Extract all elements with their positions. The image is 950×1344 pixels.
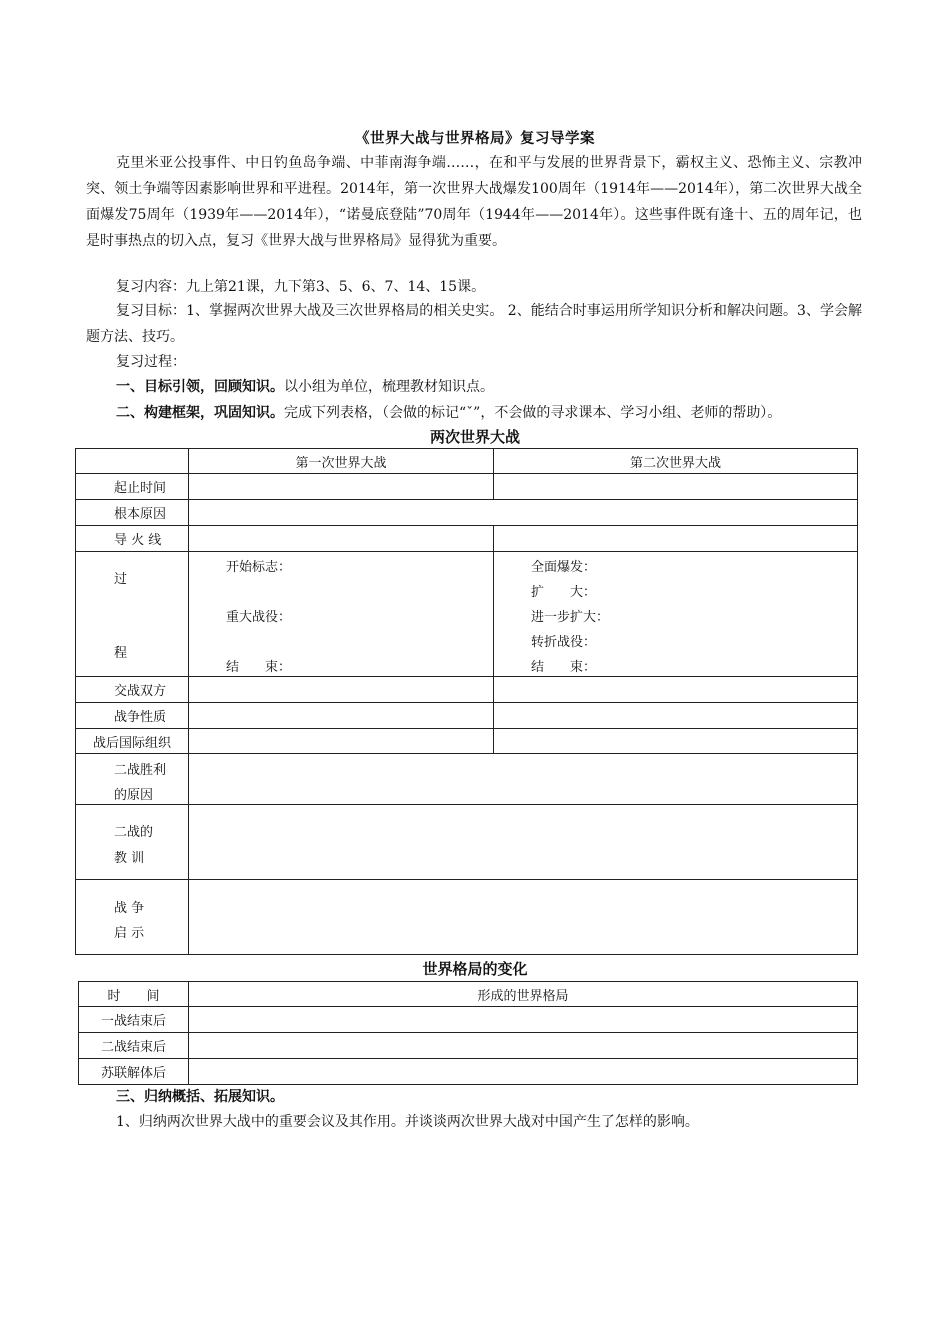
input-cell[interactable]: [189, 1033, 858, 1059]
header-ww1: 第一次世界大战: [189, 449, 494, 474]
victory-label-line2: 的原因: [114, 788, 154, 803]
ww2-further-expand: 进一步扩大：: [531, 610, 610, 625]
header-time: 时 间: [79, 982, 189, 1007]
process-label-bottom: 程: [114, 646, 128, 661]
table-row: [76, 754, 858, 805]
table1-caption: 两次世界大战: [429, 428, 520, 446]
row-label-root-cause: 根本原因: [76, 500, 189, 526]
row-label-start-end: 起止时间: [76, 474, 189, 500]
table-row: [79, 1007, 858, 1033]
input-cell[interactable]: [189, 880, 858, 955]
table-row: [76, 552, 858, 677]
insights-label-line1: 战 争: [114, 901, 145, 916]
page-title: 《世界大战与世界格局》复习导学案: [355, 130, 595, 147]
review-content: 复习内容：九上第21课，九下第3、5、6、7、14、15课。: [116, 279, 486, 295]
table-row: [76, 526, 858, 552]
table-row: [76, 703, 858, 729]
input-cell[interactable]: [189, 729, 494, 754]
table-row: [76, 805, 858, 880]
input-cell[interactable]: [494, 703, 858, 729]
ww2-turning-battle: 转折战役：: [531, 635, 597, 650]
review-goals: 复习目标：1、掌握两次世界大战及三次世界格局的相关史实。 2、能结合时事运用所学知识分析和解决问题。3、学会解题方法、技巧。: [86, 303, 862, 345]
ww1-end: 结 束：: [226, 660, 292, 675]
input-cell[interactable]: [189, 677, 494, 703]
row-label-after-ww1: 一战结束后: [79, 1007, 189, 1033]
row-label-nature: 战争性质: [76, 703, 189, 729]
step-one: [86, 374, 862, 400]
row-label-after-ussr: 苏联解体后: [79, 1059, 189, 1085]
row-label-org: 战后国际组织: [76, 729, 189, 754]
input-cell[interactable]: [189, 500, 858, 526]
table-row: [76, 729, 858, 754]
ww1-process-cell[interactable]: [189, 552, 494, 677]
input-cell[interactable]: [494, 677, 858, 703]
ww2-end: 结 束：: [531, 660, 597, 675]
table-row: [79, 1059, 858, 1085]
step-two-text: 完成下列表格，（会做的标记“ˇ”，不会做的寻求课本、学习小组、老师的帮助）。: [284, 405, 782, 421]
row-label-fuse: 导 火 线: [76, 526, 189, 552]
ww2-expand: 扩 大：: [531, 585, 597, 600]
ww2-process-cell[interactable]: [494, 552, 858, 677]
row-label-victory: [76, 754, 189, 805]
victory-label-line1: 二战胜利: [114, 763, 167, 778]
input-cell[interactable]: [189, 805, 858, 880]
question-1: 1、归纳两次世界大战中的重要会议及其作用。并谈谈两次世界大战对中国产生了怎样的影响。: [116, 1114, 699, 1130]
header-pattern: 形成的世界格局: [189, 982, 858, 1007]
step-one-text: 以小组为单位，梳理教材知识点。: [284, 379, 494, 395]
input-cell[interactable]: [494, 526, 858, 552]
table2-caption: 世界格局的变化: [422, 960, 528, 978]
world-pattern-table: [78, 981, 858, 1085]
row-label-insights: [76, 880, 189, 955]
table-row: [76, 474, 858, 500]
insights-label-line2: 启 示: [114, 926, 145, 941]
input-cell[interactable]: [189, 1059, 858, 1085]
input-cell[interactable]: [189, 474, 494, 500]
table-row: [76, 880, 858, 955]
input-cell[interactable]: [494, 729, 858, 754]
ww1-major-battle: 重大战役：: [226, 610, 292, 625]
table-row: [79, 982, 858, 1007]
table-row: [76, 500, 858, 526]
input-cell[interactable]: [189, 754, 858, 805]
ww2-outbreak: 全面爆发：: [531, 560, 597, 575]
step-two: [86, 400, 862, 426]
table-row: [76, 449, 858, 474]
input-cell[interactable]: [189, 526, 494, 552]
review-process-label: 复习过程：: [116, 354, 186, 370]
intro-paragraph: 克里米亚公投事件、中日钓鱼岛争端、中菲南海争端……，在和平与发展的世界背景下，霸权主义、恐怖主义、宗教冲突、领土争端等因素影响世界和平进程。2014年，第一次世界大战爆发100周年（1914年——2014年），第二次世界大战全面爆发75周年（1939年——2014年），“诺曼底登陆”70周年（1944年——2014年）。这些事件既有逢十、五的周年记，也是时事热点的切入点，复习《世界大战与世界格局》显得犹为重要。: [86, 155, 862, 249]
row-label-process: [76, 552, 189, 677]
lessons-label-line2: 教 训: [114, 851, 145, 866]
row-label-after-ww2: 二战结束后: [79, 1033, 189, 1059]
lessons-label-line1: 二战的: [114, 825, 154, 840]
row-label-sides: 交战双方: [76, 677, 189, 703]
process-label-top: 过: [114, 572, 128, 587]
table-row: [76, 677, 858, 703]
step-one-heading: 一、目标引领，回顾知识。: [116, 379, 284, 395]
table-cell: [76, 449, 189, 474]
header-ww2: 第二次世界大战: [494, 449, 858, 474]
ww1-start-sign: 开始标志：: [226, 560, 292, 575]
input-cell[interactable]: [189, 703, 494, 729]
step-two-heading: 二、构建框架，巩固知识。: [116, 405, 284, 421]
table-row: [79, 1033, 858, 1059]
input-cell[interactable]: [494, 474, 858, 500]
input-cell[interactable]: [189, 1007, 858, 1033]
step-three-heading: 三、归纳概括、拓展知识。: [116, 1089, 284, 1105]
world-wars-table: [75, 448, 858, 955]
row-label-lessons: [76, 805, 189, 880]
